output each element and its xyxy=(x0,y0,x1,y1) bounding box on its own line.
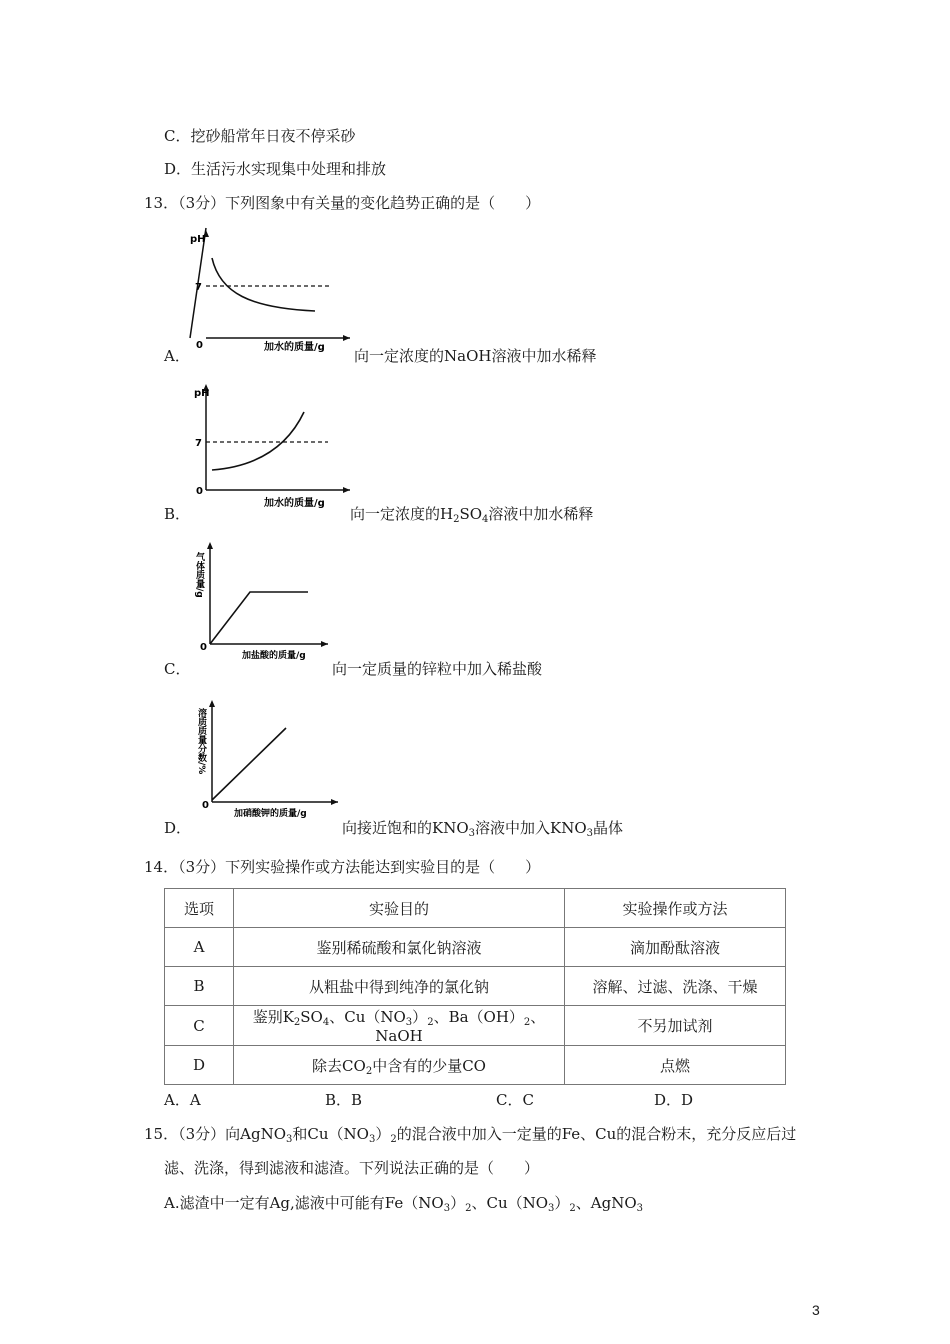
row-method: 滴加酚酞溶液 xyxy=(565,928,786,967)
graph-a-origin: 0 xyxy=(196,340,203,351)
graph-b-ytick: 7 xyxy=(195,438,202,449)
page-number: 3 xyxy=(812,1302,820,1318)
graph-a-ytick: 7 xyxy=(195,282,202,293)
row-option: A xyxy=(165,928,234,967)
q15-stem-line1: 15．（3分）向AgNO$_3$和$Cu(NO_3)_2$的混合液中加入一定量的Fe、Cu的混合粉末，充分反应后过 xyxy=(144,1125,797,1145)
row-purpose: 鉴别稀硫酸和氯化钠溶液 xyxy=(234,928,565,967)
row-method: 不另加试剂 xyxy=(565,1006,786,1046)
graph-c-origin: 0 xyxy=(200,642,207,653)
q13-option-a-desc: 向一定浓度的NaOH溶液中加水稀释 xyxy=(354,347,597,365)
q13-option-c-desc: 向一定质量的锌粒中加入稀盐酸 xyxy=(332,660,543,678)
q14-answer-c: C．C xyxy=(496,1091,534,1109)
table-header-row xyxy=(165,889,786,928)
row-purpose: 鉴别$K_2SO_4$、$Cu(NO_3)_2$、$Ba(OH)_2$、NaOH xyxy=(234,1006,565,1046)
q13-option-b-desc: 向一定浓度的$H_2SO_4$溶液中加水稀释 xyxy=(350,505,594,525)
graph-d-origin: 0 xyxy=(202,800,209,811)
q13-option-c-letter: C． xyxy=(164,660,191,678)
header-purpose: 实验目的 xyxy=(234,889,565,928)
graph-d-ylabel: 溶质质量分数/% xyxy=(196,708,206,775)
graph-c-ylabel: 气体质量/g xyxy=(194,552,204,598)
graph-a-ylabel: pH xyxy=(190,234,206,245)
graph-b xyxy=(190,382,360,509)
q13-stem: 13．（3分）下列图象中有关量的变化趋势正确的是（ ） xyxy=(144,194,541,212)
graph-b-origin: 0 xyxy=(196,486,203,497)
header-option: 选项 xyxy=(165,889,234,928)
graph-b-xlabel: 加水的质量/g xyxy=(264,498,325,509)
graph-b-ylabel: pH xyxy=(194,388,210,399)
q14-answer-a: A．A xyxy=(164,1091,201,1109)
row-option: D xyxy=(165,1046,234,1085)
table-row xyxy=(165,967,786,1006)
q14-stem: 14．（3分）下列实验操作或方法能达到实验目的是（ ） xyxy=(144,858,541,876)
table-row xyxy=(165,928,786,967)
q13-option-b-letter: B． xyxy=(164,505,191,523)
row-purpose: 从粗盐中得到纯净的氯化钠 xyxy=(234,967,565,1006)
row-purpose: 除去$CO_2$中含有的少量CO xyxy=(234,1046,565,1085)
q15-option-a: A.滤渣中一定有Ag,滤液中可能有$Fe(NO_3)_2$、$Cu(NO_3)_2$、AgNO$_3$ xyxy=(164,1194,644,1214)
q15-stem-line2: 滤、洗涤，得到滤液和滤渣。下列说法正确的是（ ） xyxy=(164,1159,540,1177)
row-option: B xyxy=(165,967,234,1006)
header-method: 实验操作或方法 xyxy=(565,889,786,928)
graph-d-xlabel: 加硝酸钾的质量/g xyxy=(234,809,307,819)
q13-option-d-letter: D． xyxy=(164,819,192,837)
graph-c-xlabel: 加盐酸的质量/g xyxy=(242,651,306,661)
q14-answer-b: B．B xyxy=(325,1091,363,1109)
graph-c xyxy=(196,540,336,662)
row-method: 溶解、过滤、洗涤、干燥 xyxy=(565,967,786,1006)
q12-option-c: C．挖砂船常年日夜不停采砂 xyxy=(164,127,356,145)
table-row xyxy=(165,1046,786,1085)
row-method: 点燃 xyxy=(565,1046,786,1085)
q13-option-a-letter: A． xyxy=(164,347,190,365)
graph-a xyxy=(190,228,360,353)
q12-option-d: D．生活污水实现集中处理和排放 xyxy=(164,160,387,178)
q14-answer-d: D．D xyxy=(654,1091,694,1109)
table-row xyxy=(165,1006,786,1046)
graph-d xyxy=(198,698,346,824)
graph-a-xlabel: 加水的质量/g xyxy=(264,342,325,353)
q13-option-d-desc: 向接近饱和的$KNO_3$溶液中加入$KNO_3$晶体 xyxy=(342,819,624,839)
q14-table xyxy=(164,888,786,1085)
row-option: C xyxy=(165,1006,234,1046)
